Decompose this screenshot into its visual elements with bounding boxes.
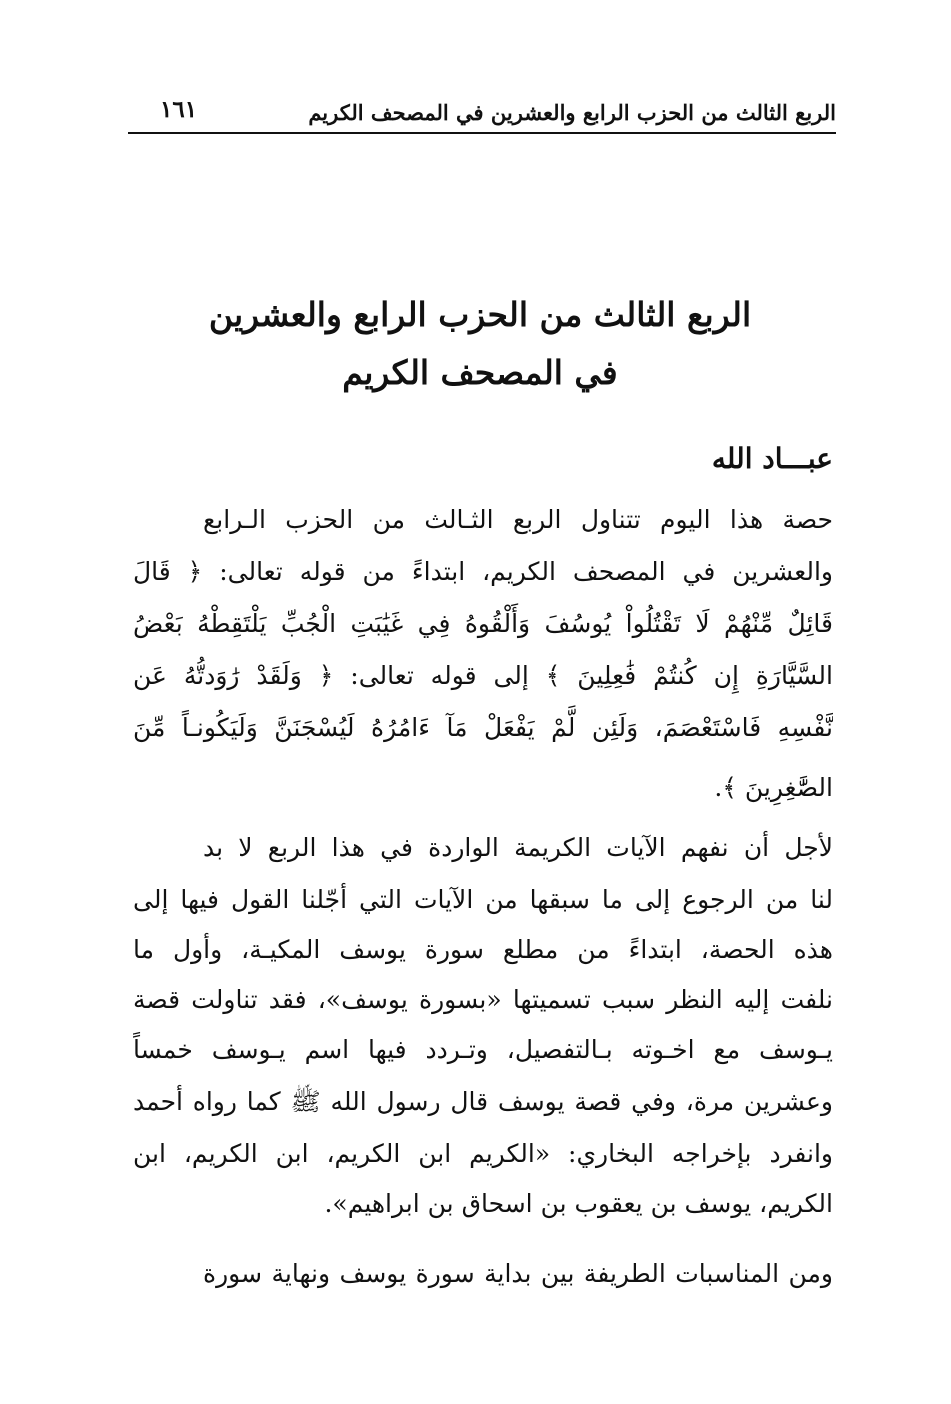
paragraph-2-line-1: لأجل أن نفهم الآيات الكريمة الواردة في هذا الربع لا بد <box>203 833 833 862</box>
chapter-title-line-2: في المصحف الكريم <box>342 353 618 392</box>
paragraph-1-line-1: حصة هذا اليوم تتناول الربع الثـالث من الحزب الـرابع <box>203 505 833 534</box>
chapter-title <box>120 286 840 402</box>
chapter-title-line-1: الربع الثالث من الحزب الرابع والعشرين <box>208 295 752 334</box>
paragraph-2-line-4: نلفت إليه النظر سبب تسميتها «بسورة يوسف»، فقد تناولت قصة <box>133 985 833 1014</box>
paragraph-2-line-6: وعشرين مرة، وفي قصة يوسف قال رسول الله ﷺ كما رواه أحمد <box>133 1087 833 1116</box>
paragraph-2-line-5: يـوسف مع اخـوته بـالتفصيل، وتـردد فيها اسم يـوسف خمساً <box>133 1035 833 1064</box>
paragraph-2-line-7: وانفرد بإخراجه البخاري: «الكريم ابن الكريم، ابن الكريم، ابن <box>133 1139 833 1168</box>
paragraph-1-line-3: قَائِلٌ مِّنْهُمْ لَا تَقْتُلُواْ يُوسُفَ وَأَلْقُوهُ فِي غَيَٰبَتِ الْجُبِّ يَلْتَقِطْهُ بَعْضُ <box>133 609 833 638</box>
page-number: ١٦١ <box>160 96 198 123</box>
paragraph-1-line-5: نَّفْسِهِ فَاسْتَعْصَمَ، وَلَئِن لَّمْ يَفْعَلْ مَآ ءَامُرُهُ لَيُسْجَنَنَّ وَلَيَكُونـاً مِّنَ <box>133 713 833 742</box>
running-title: الربع الثالث من الحزب الرابع والعشرين في المصحف الكريم <box>308 100 836 125</box>
address-heading: عبـــاد الله <box>711 442 833 475</box>
paragraph-1-line-4: السَّيَّارَةِ إِن كُنتُمْ فَٰعِلِينَ ﴾ إلى قوله تعالى: ﴿ وَلَقَدْ رَٰوَدتُّهُ عَن <box>133 661 833 690</box>
paragraph-1-line-6: الصَّٰغِرِينَ ﴾. <box>714 773 833 802</box>
paragraph-2-line-8: الكريم، يوسف بن يعقوب بن اسحاق بن ابراهيم». <box>324 1189 833 1218</box>
paragraph-2-line-2: لنا من الرجوع إلى ما سبقها من الآيات التي أجّلنا القول فيها إلى <box>133 885 833 914</box>
paragraph-1-line-2: والعشرين في المصحف الكريم، ابتداءً من قوله تعالى: ﴿ قَالَ <box>133 557 833 586</box>
paragraph-2-line-3: هذه الحصة، ابتداءً من مطلع سورة يوسف المكيـة، وأول ما <box>133 935 833 964</box>
paragraph-3-line-1: ومن المناسبات الطريفة بين بداية سورة يوسف ونهاية سورة <box>203 1259 833 1288</box>
running-header <box>128 92 836 134</box>
